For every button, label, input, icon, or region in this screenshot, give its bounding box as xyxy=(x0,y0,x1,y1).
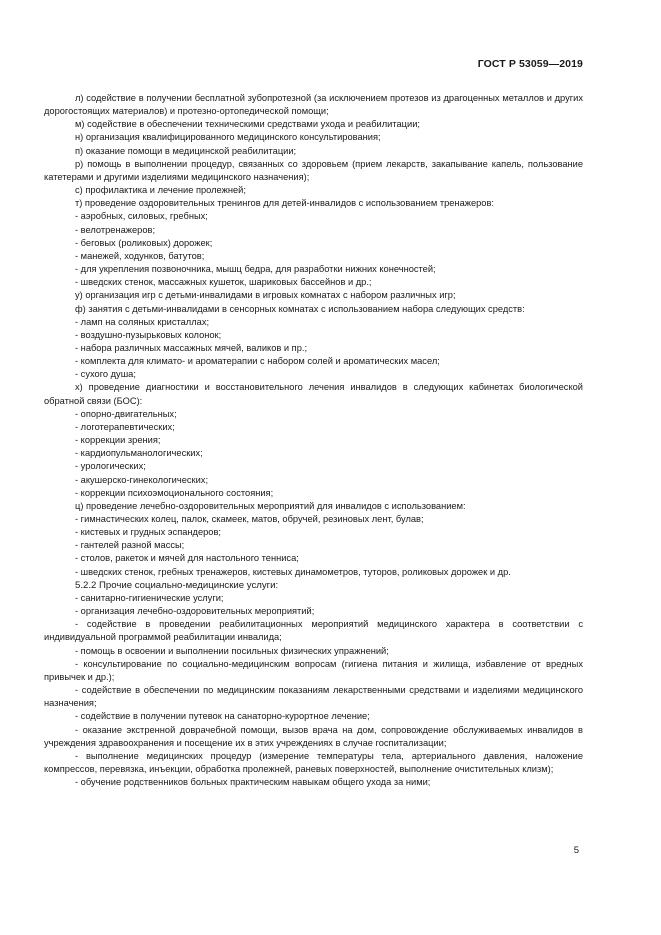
list-item: - кистевых и грудных эспандеров; xyxy=(75,527,221,538)
section-list-item: - обучение родственников больных практическим навыкам общего ухода за ними; xyxy=(75,777,431,788)
section-list-item: - помощь в освоении и выполнении посильных физических упражнений; xyxy=(75,645,389,656)
section-list-item: - содействие в проведении реабилитационных мероприятий медицинского характера в соответствии с индивидуальной программой реабилитации инвалида; xyxy=(44,619,583,643)
section-list-item: - содействие в получении путевок на санаторно-курортное лечение; xyxy=(75,711,370,722)
paragraph: ц) проведение лечебно-оздоровительных мероприятий для инвалидов с использованием: xyxy=(75,500,466,511)
section-list-item: - содействие в обеспечении по медицинским показаниям лекарственными средствами и изделиями медицинского назначения; xyxy=(44,685,583,709)
list-item: - шведских стенок, массажных кушеток, шариковых бассейнов и др.; xyxy=(75,277,372,288)
paragraph: с) профилактика и лечение пролежней; xyxy=(75,185,246,196)
list-item: - велотренажеров; xyxy=(75,224,156,235)
paragraph: х) проведение диагностики и восстановительного лечения инвалидов в следующих кабинетах биологической обратной связи (БОС): xyxy=(44,382,583,406)
document-body xyxy=(44,92,583,789)
list-item: - акушерско-гинекологических; xyxy=(75,474,209,485)
paragraph: л) содействие в получении бесплатной зубопротезной (за исключением протезов из драгоценных металлов и других дорогостоящих материалов) и протезно-ортопедической помощи; xyxy=(44,93,583,117)
list-item: - комплекта для климато- и ароматерапии с набором солей и ароматических масел; xyxy=(75,356,440,367)
document-code-header: ГОСТ Р 53059—2019 xyxy=(477,58,583,70)
list-item: - аэробных, силовых, гребных; xyxy=(75,211,208,222)
paragraph: м) содействие в обеспечении техническими средствами ухода и реабилитации; xyxy=(75,119,420,130)
list-item: - гантелей разной массы; xyxy=(75,540,185,551)
paragraph: у) организация игр с детьми-инвалидами в игровых комнатах с набором различных игр; xyxy=(75,290,456,301)
list-item: - ламп на соляных кристаллах; xyxy=(75,316,210,327)
list-item: - гимнастических колец, палок, скамеек, матов, обручей, резиновых лент, булав; xyxy=(75,514,424,524)
list-item: - коррекции психоэмоционального состояния; xyxy=(75,487,274,498)
list-item: - урологических; xyxy=(75,461,146,472)
list-item: - набора различных массажных мячей, валиков и пр.; xyxy=(75,342,308,353)
list-item: - для укрепления позвоночника, мышц бедра, для разработки нижних конечностей; xyxy=(75,264,436,275)
list-item: - шведских стенок, гребных тренажеров, кистевых динамометров, туторов, роликовых дорожек и др. xyxy=(75,566,511,577)
page-number: 5 xyxy=(573,845,579,856)
section-list-item: - санитарно-гигиенические услуги; xyxy=(75,592,224,603)
paragraph: н) организация квалифицированного медицинского консультирования; xyxy=(75,132,381,143)
section-list-item: - выполнение медицинских процедур (измерение температуры тела, артериального давления, наложение компрессов, перевязка, инъекции, обработка пролежней, раневых поверхностей, выполнение очистительных клизм); xyxy=(44,750,583,774)
list-item: - коррекции зрения; xyxy=(75,435,161,446)
paragraph: ф) занятия с детьми-инвалидами в сенсорных комнатах с использованием набора следующих средств: xyxy=(75,303,525,314)
paragraph: р) помощь в выполнении процедур, связанных со здоровьем (прием лекарств, закапывание капель, пользование катетерами и другими изделиями медицинского назначения); xyxy=(44,158,583,182)
paragraph: т) проведение оздоровительных тренингов для детей-инвалидов с использованием тренажеров: xyxy=(75,198,494,209)
list-item: - манежей, ходунков, батутов; xyxy=(75,250,205,261)
list-item: - беговых (роликовых) дорожек; xyxy=(75,237,213,248)
section-list-item: - организация лечебно-оздоровительных мероприятий; xyxy=(75,606,315,617)
list-item: - кардиопульманологических; xyxy=(75,448,203,459)
section-title: 5.2.2 Прочие социально-медицинские услуги: xyxy=(75,579,279,591)
list-item: - столов, ракеток и мячей для настольного тенниса; xyxy=(75,553,299,564)
list-item: - воздушно-пузырьковых колонок; xyxy=(75,329,222,340)
paragraph: п) оказание помощи в медицинской реабилитации; xyxy=(75,145,297,156)
list-item: - опорно-двигательных; xyxy=(75,408,177,419)
list-item: - сухого душа; xyxy=(75,369,136,380)
list-item: - логотерапевтических; xyxy=(75,421,175,432)
section-list-item: - оказание экстренной доврачебной помощи, вызов врача на дом, сопровождение обслуживаемых инвалидов в учреждения здравоохранения и посещение их в этих учреждениях в случае госпитализации; xyxy=(44,724,583,748)
section-list-item: - консультирование по социально-медицинским вопросам (гигиена питания и жилища, избавление от вредных привычек и др.); xyxy=(44,658,583,682)
